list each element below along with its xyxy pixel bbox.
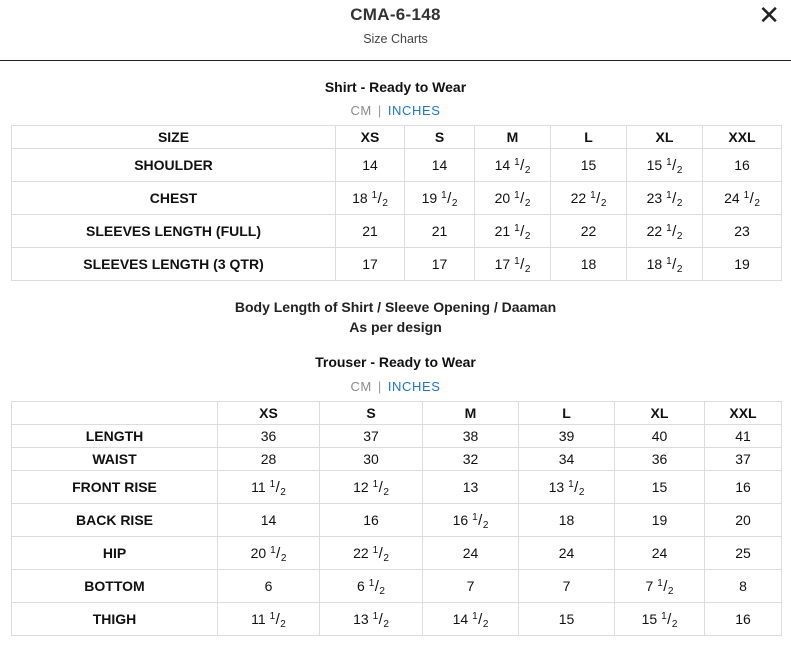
modal-subtitle: Size Charts	[363, 32, 428, 46]
trouser-header-label	[12, 402, 218, 425]
measurement-cell: 37	[320, 425, 423, 448]
note-line-2: As per design	[349, 319, 442, 335]
measurement-cell: 15	[519, 603, 615, 636]
table-row	[12, 248, 782, 281]
measurement-cell: 34	[519, 448, 615, 471]
shirt-header-label: SIZE	[12, 126, 336, 149]
row-label: LENGTH	[12, 425, 218, 448]
measurement-cell: 39	[519, 425, 615, 448]
measurement-cell: 15	[615, 471, 705, 504]
measurement-cell: 20 $^1/_2$	[475, 182, 551, 215]
measurement-cell: 16	[703, 149, 782, 182]
measurement-cell: 17	[405, 248, 475, 281]
trouser-size-table	[11, 401, 782, 636]
trouser-header-size: M	[423, 402, 519, 425]
measurement-cell: 37	[705, 448, 782, 471]
trouser-section-title: Trouser - Ready to Wear	[315, 354, 476, 370]
unit-separator: |	[377, 103, 382, 118]
measurement-cell: 6	[218, 570, 320, 603]
measurement-cell: 20	[705, 504, 782, 537]
measurement-cell: 22 $^1/_2$	[320, 537, 423, 570]
measurement-cell: 16 $^1/_2$	[423, 504, 519, 537]
measurement-cell: 8	[705, 570, 782, 603]
measurement-cell: 6 $^1/_2$	[320, 570, 423, 603]
measurement-cell: 18 $^1/_2$	[336, 182, 405, 215]
trouser-unit-toggle	[0, 379, 791, 394]
measurement-cell: 30	[320, 448, 423, 471]
shirt-unit-cm[interactable]: CM	[350, 103, 372, 118]
measurement-cell: 18	[551, 248, 627, 281]
measurement-cell: 7	[423, 570, 519, 603]
row-label: CHEST	[12, 182, 336, 215]
measurement-cell: 13 $^1/_2$	[519, 471, 615, 504]
measurement-cell: 7	[519, 570, 615, 603]
modal-header	[0, 0, 791, 61]
measurement-cell: 40	[615, 425, 705, 448]
table-row	[12, 537, 782, 570]
measurement-cell: 17	[336, 248, 405, 281]
measurement-cell: 36	[615, 448, 705, 471]
measurement-cell: 21	[405, 215, 475, 248]
trouser-header-size: XL	[615, 402, 705, 425]
shirt-header-size: XXL	[703, 126, 782, 149]
trouser-unit-inches[interactable]: INCHES	[387, 379, 441, 394]
row-label: BOTTOM	[12, 570, 218, 603]
measurement-cell: 14 $^1/_2$	[423, 603, 519, 636]
table-row	[12, 570, 782, 603]
measurement-cell: 38	[423, 425, 519, 448]
measurement-cell: 23	[703, 215, 782, 248]
measurement-cell: 19 $^1/_2$	[405, 182, 475, 215]
table-row	[12, 471, 782, 504]
measurement-cell: 28	[218, 448, 320, 471]
row-label: HIP	[12, 537, 218, 570]
measurement-cell: 16	[705, 603, 782, 636]
measurement-cell: 11 $^1/_2$	[218, 603, 320, 636]
row-label: THIGH	[12, 603, 218, 636]
measurement-cell: 21 $^1/_2$	[475, 215, 551, 248]
measurement-cell: 32	[423, 448, 519, 471]
measurement-cell: 12 $^1/_2$	[320, 471, 423, 504]
measurement-cell: 15 $^1/_2$	[627, 149, 703, 182]
measurement-cell: 24	[615, 537, 705, 570]
measurement-cell: 14	[336, 149, 405, 182]
product-code: CMA-6-148	[350, 5, 441, 24]
table-row	[12, 425, 782, 448]
measurement-cell: 14 $^1/_2$	[475, 149, 551, 182]
measurement-cell: 22	[551, 215, 627, 248]
row-label: WAIST	[12, 448, 218, 471]
measurement-cell: 17 $^1/_2$	[475, 248, 551, 281]
shirt-unit-inches[interactable]: INCHES	[387, 103, 441, 118]
row-label: SHOULDER	[12, 149, 336, 182]
measurement-cell: 36	[218, 425, 320, 448]
measurement-cell: 24 $^1/_2$	[703, 182, 782, 215]
measurement-cell: 14	[405, 149, 475, 182]
measurement-cell: 13	[423, 471, 519, 504]
table-row	[12, 149, 782, 182]
measurement-cell: 25	[705, 537, 782, 570]
trouser-header-size: S	[320, 402, 423, 425]
measurement-cell: 18	[519, 504, 615, 537]
measurement-cell: 11 $^1/_2$	[218, 471, 320, 504]
measurement-cell: 19	[703, 248, 782, 281]
shirt-header-size: XS	[336, 126, 405, 149]
trouser-header-size: XXL	[705, 402, 782, 425]
measurement-cell: 20 $^1/_2$	[218, 537, 320, 570]
trouser-header-size: L	[519, 402, 615, 425]
shirt-section-title: Shirt - Ready to Wear	[324, 79, 467, 95]
close-icon[interactable]: ✕	[758, 0, 780, 30]
row-label: BACK RISE	[12, 504, 218, 537]
measurement-cell: 24	[423, 537, 519, 570]
shirt-size-table	[11, 125, 782, 281]
shirt-header-size: M	[475, 126, 551, 149]
table-row	[12, 448, 782, 471]
shirt-header-size: S	[405, 126, 475, 149]
table-row	[12, 504, 782, 537]
measurement-cell: 41	[705, 425, 782, 448]
measurement-cell: 23 $^1/_2$	[627, 182, 703, 215]
measurement-cell: 13 $^1/_2$	[320, 603, 423, 636]
row-label: FRONT RISE	[12, 471, 218, 504]
measurement-cell: 16	[320, 504, 423, 537]
table-row	[12, 215, 782, 248]
row-label: SLEEVES LENGTH (3 QTR)	[12, 248, 336, 281]
measurement-cell: 18 $^1/_2$	[627, 248, 703, 281]
trouser-unit-cm[interactable]: CM	[350, 379, 372, 394]
shirt-header-size: L	[551, 126, 627, 149]
measurement-cell: 22 $^1/_2$	[627, 215, 703, 248]
measurement-cell: 15 $^1/_2$	[615, 603, 705, 636]
measurement-cell: 22 $^1/_2$	[551, 182, 627, 215]
row-label: SLEEVES LENGTH (FULL)	[12, 215, 336, 248]
measurement-cell: 7 $^1/_2$	[615, 570, 705, 603]
shirt-unit-toggle	[0, 103, 791, 118]
note-line-1: Body Length of Shirt / Sleeve Opening / Daaman	[234, 299, 557, 315]
measurement-cell: 15	[551, 149, 627, 182]
unit-separator: |	[377, 379, 382, 394]
measurement-cell: 19	[615, 504, 705, 537]
measurement-cell: 24	[519, 537, 615, 570]
measurement-cell: 21	[336, 215, 405, 248]
measurement-cell: 14	[218, 504, 320, 537]
shirt-header-size: XL	[627, 126, 703, 149]
measurement-cell: 16	[705, 471, 782, 504]
trouser-header-size: XS	[218, 402, 320, 425]
table-row	[12, 603, 782, 636]
table-row	[12, 182, 782, 215]
